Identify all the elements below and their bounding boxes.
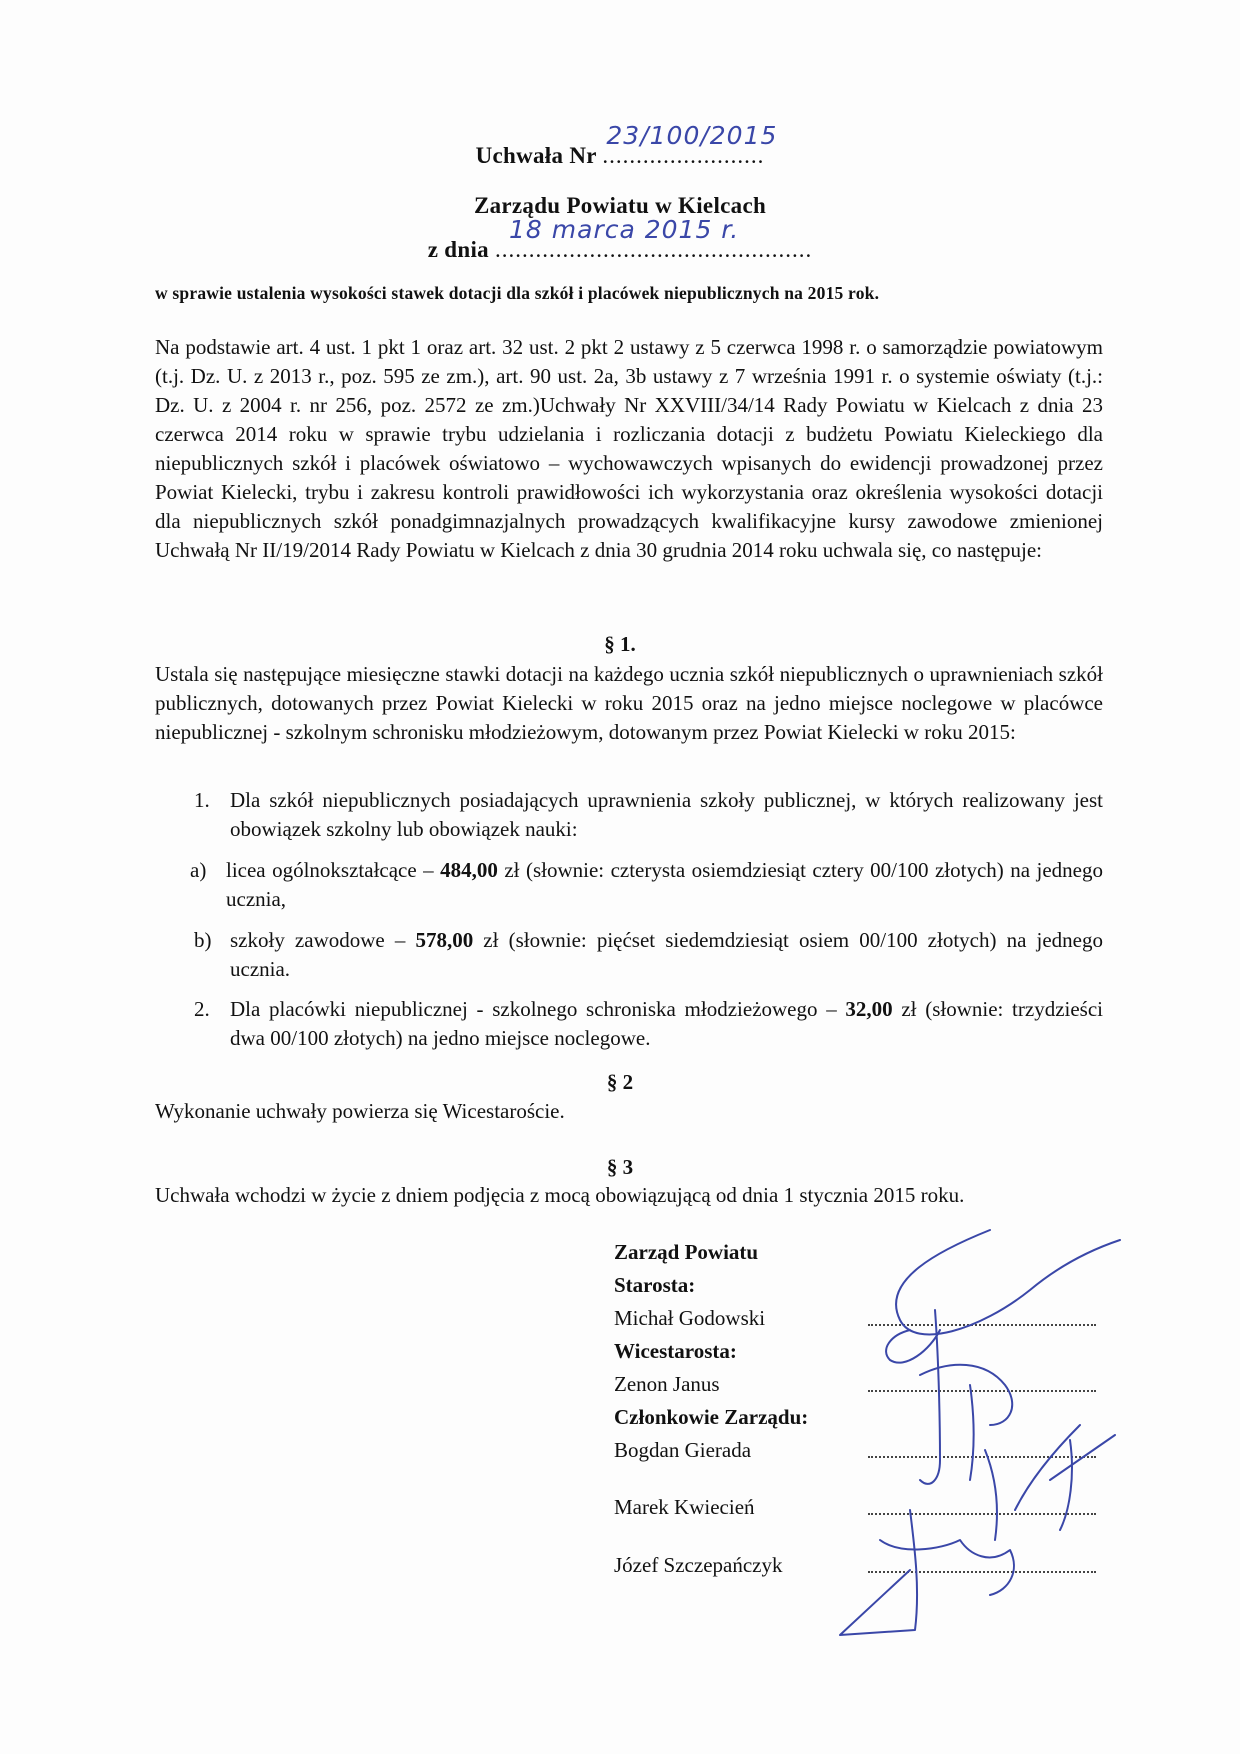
section-3-heading: § 3: [606, 1155, 634, 1179]
member-name-3: Józef Szczepańczyk: [614, 1553, 783, 1577]
list-marker: 2.: [194, 997, 210, 1021]
list-item-text: Dla szkół niepublicznych posiadających uprawnienia szkoły publicznej, w których realizowany jest obowiązek szkolny lub obowiązek nauki:: [230, 788, 1103, 841]
preamble: Na podstawie art. 4 ust. 1 pkt 1 oraz art. 32 ust. 2 pkt 2 ustawy z 5 czerwca 1998 r. o samorządzie powiatowym (t.j. Dz. U. z 2013 r., poz. 595 ze zm.), art. 90 ust. 2a, 3b ustawy z 7 września 1991 r. o systemie oświaty (t.j.: Dz. U. z 2004 r. nr 256, poz. 2572 ze zm.)Uchwały Nr XXVIII/34/14 Rady Powiatu w Kielcach z dnia 23 czerwca 2014 roku w sprawie trybu udzielania i rozliczania dotacji z budżetu Powiatu Kieleckiego dla niepublicznych szkół i placówek oświatowo – wychowawczych wpisanych do ewidencji prowadzonej przez Powiat Kielecki, trybu i zakresu kontroli prawidłowości ich wykorzystania oraz określenia wysokości dotacji dla niepublicznych szkół ponadgimnazjalnych prowadzących kwalifikacyjne kursy zawodowe zmienionej Uchwałą Nr II/19/2014 Rady Powiatu w Kielcach z dnia 30 grudnia 2014 roku uchwala się, co następuje:: [155, 335, 1103, 562]
section-2-heading: § 2: [606, 1070, 634, 1094]
board-name: Zarządu Powiatu w Kielcach: [473, 193, 767, 218]
date-dots: ............................................... 18 marca 2015 r.: [495, 215, 813, 262]
resolution-number-handwritten: 23/100/2015: [606, 121, 778, 150]
list-marker: a): [190, 858, 207, 882]
member-name-2: Marek Kwiecień: [614, 1495, 755, 1519]
list-marker: b): [194, 928, 212, 952]
members-label: Członkowie Zarządu:: [614, 1405, 809, 1429]
section-1-intro: Ustala się następujące miesięczne stawki dotacji na każdego ucznia szkół niepublicznych o uprawnieniach szkół publicznych, dotowanych przez Powiat Kielecki w roku 2015 oraz na jedno miejsce noclegowe w placówce niepublicznej - szkolnym schronisku młodzieżowym, dotowanym przez Powiat Kielecki w roku 2015:: [155, 662, 1103, 744]
amount-szkoly-zawodowe: 578,00: [415, 928, 474, 952]
amount-schronisko: 32,00: [845, 997, 893, 1021]
resolution-subject: w sprawie ustalenia wysokości stawek dotacji dla szkół i placówek niepublicznych na 2015 rok.: [155, 283, 880, 303]
starosta-name: Michał Godowski: [614, 1306, 766, 1330]
section-2-text: Wykonanie uchwały powierza się Wicestaroście.: [155, 1099, 565, 1123]
list-item-b: b) szkoły zawodowe – 578,00 zł (słownie: pięćset siedemdziesiąt osiem 00/100 złotych) na jednego ucznia.: [194, 928, 1103, 981]
resolution-number-line: [0, 121, 1240, 169]
wicestarosta-label: Wicestarosta:: [614, 1339, 737, 1363]
list-marker: 1.: [194, 788, 210, 812]
board-signature-heading: Zarząd Powiatu: [614, 1240, 759, 1264]
section-1-heading: § 1.: [604, 632, 636, 656]
amount-licea: 484,00: [440, 858, 498, 882]
resolution-title-prefix: Uchwała Nr: [475, 143, 597, 168]
resolution-number-dots: ........................ 23/100/2015: [602, 121, 778, 168]
date-prefix: z dnia: [427, 237, 489, 262]
date-handwritten: 18 marca 2015 r.: [509, 215, 740, 244]
list-item-2: 2. Dla placówki niepublicznej - szkolnego schroniska młodzieżowego – 32,00 zł (słownie: trzydzieści dwa 00/100 złotych) na jedno miejsce noclegowe.: [194, 997, 1104, 1050]
wicestarosta-name: Zenon Janus: [614, 1372, 720, 1396]
handwritten-signatures-image: [820, 1210, 1140, 1650]
member-name-1: Bogdan Gierada: [614, 1438, 752, 1462]
list-item-a: a) licea ogólnokształcące – 484,00 zł (słownie: czterysta osiemdziesiąt cztery 00/100 złotych) na jednego ucznia,: [190, 858, 1103, 911]
section-3-text: Uchwała wchodzi w życie z dniem podjęcia z mocą obowiązującą od dnia 1 stycznia 2015 roku.: [155, 1183, 965, 1207]
list-item-1: [194, 786, 1103, 844]
starosta-label: Starosta:: [614, 1273, 696, 1297]
resolution-date-line: [0, 215, 1240, 263]
